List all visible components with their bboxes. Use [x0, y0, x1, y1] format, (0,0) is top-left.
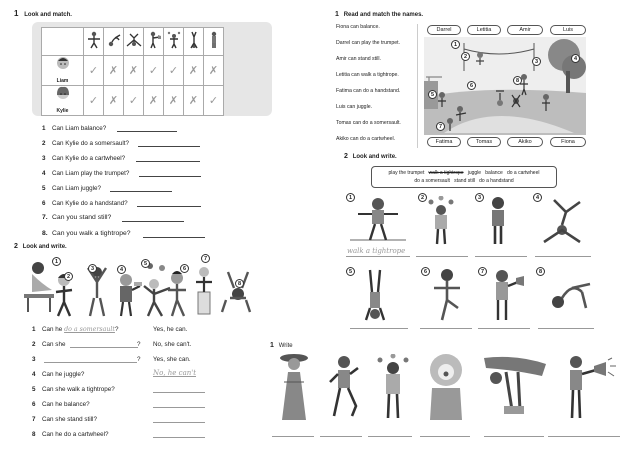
question-7: 7. Can you stand still?: [42, 214, 112, 221]
picture-number-5: 5: [346, 267, 355, 276]
question-4: 4 Can Liam play the trumpet?: [42, 170, 130, 177]
answer-line[interactable]: [475, 256, 527, 257]
question-5: 5 Can Liam juggle?: [42, 185, 102, 192]
name-pill-tomas[interactable]: Tomas: [467, 137, 501, 147]
activity-balance-icon: [84, 28, 104, 56]
section-number: 1: [335, 11, 339, 18]
sentence: Darrel can play the trumpet.: [336, 40, 401, 46]
picture-number-5: 5: [141, 259, 150, 268]
section-number: 1: [14, 9, 19, 18]
section-number: 2: [14, 243, 18, 250]
word-crossed: walk a tightrope: [428, 170, 464, 176]
picture-number-2: 2: [64, 272, 73, 281]
boy-handstand-figure: [362, 268, 388, 322]
word: juggle: [467, 170, 482, 176]
child-liam: [42, 56, 84, 86]
boy-standing-still-figure: [487, 196, 509, 246]
question-mark: ?: [137, 341, 141, 348]
word-box: [371, 166, 557, 188]
answer-line[interactable]: [70, 347, 138, 348]
mark-cell: ✗: [104, 86, 124, 116]
scene-number-4: 4: [571, 54, 580, 63]
mark-cell: ✓: [84, 86, 104, 116]
activity-cartwheel-icon: [124, 28, 144, 56]
sentence: Fiona can balance.: [336, 24, 380, 30]
word: do a somersault: [414, 178, 450, 184]
example-answer: walk a tightrope: [347, 247, 406, 255]
ex2-right-header: [344, 153, 397, 160]
picture-number-8: 8: [536, 267, 545, 276]
word: do a cartwheel: [506, 170, 540, 176]
picture-number-4: 4: [117, 265, 126, 274]
question-8: 8. Can you walk a tightrope?: [42, 230, 131, 237]
activity-stand-still-icon: [204, 28, 224, 56]
mark-cell: ✓: [124, 86, 144, 116]
answer-text: Yes, she can.: [153, 356, 191, 363]
answer-line[interactable]: [110, 191, 172, 192]
question-1: 1 Can Liam balance?: [42, 125, 107, 132]
picture-number-3: 3: [88, 264, 97, 273]
answer-line[interactable]: [137, 206, 201, 207]
section-title: Read and match the names.: [343, 12, 424, 18]
name-pill-letitia[interactable]: Letitia: [467, 25, 501, 35]
answer-line[interactable]: [478, 328, 530, 329]
table-row: [42, 56, 224, 86]
word: stand still: [454, 178, 475, 184]
mark-cell: ✗: [184, 56, 204, 86]
activity-juggle-icon: [164, 28, 184, 56]
answer-line[interactable]: [535, 256, 591, 257]
answer-line[interactable]: [153, 392, 205, 393]
word: do a handstand: [479, 178, 514, 184]
sentence: Amir can stand still.: [336, 56, 381, 62]
answer-line[interactable]: [548, 436, 620, 437]
scene-number-8: 8: [513, 76, 522, 85]
child-name: Liam: [56, 78, 69, 84]
mark-cell: ✓: [84, 56, 104, 86]
word: play the trumpet: [388, 170, 425, 176]
answer-line[interactable]: [272, 436, 314, 437]
answer-text: No, she can't.: [153, 341, 192, 348]
word: balance: [485, 170, 503, 176]
sentence: Akiko can do a cartwheel.: [336, 136, 396, 142]
picture-number-6: 6: [421, 267, 430, 276]
answer-line[interactable]: [143, 237, 205, 238]
answer-line[interactable]: [420, 436, 470, 437]
mark-cell: ✗: [124, 56, 144, 86]
girl-cartwheel-figure: [540, 196, 590, 246]
mark-cell: ✗: [164, 86, 184, 116]
answer-line[interactable]: [416, 256, 468, 257]
section-title: Write: [278, 343, 293, 349]
question-6: 6 Can Kylie do a handstand?: [42, 200, 128, 207]
answer-line[interactable]: [153, 422, 205, 423]
answer-line[interactable]: [320, 436, 362, 437]
name-pill-luis[interactable]: Luis: [550, 25, 586, 35]
name-pill-akiko[interactable]: Akiko: [507, 137, 543, 147]
write-row-3: 3: [32, 356, 36, 363]
write-row-1: 1 Can he do a somersault?: [32, 326, 119, 333]
picture-number-8: 8: [235, 279, 244, 288]
handwritten-answer: No, he can't: [153, 369, 197, 377]
picture-number-6: 6: [180, 264, 189, 273]
scene-number-5: 5: [428, 90, 437, 99]
answer-line[interactable]: [139, 176, 201, 177]
answer-line[interactable]: [484, 436, 544, 437]
write-row-4: 4 Can he juggle?: [32, 371, 85, 378]
answer-line[interactable]: [153, 437, 205, 438]
write-row-5: 5 Can she walk a tightrope?: [32, 386, 115, 393]
section-number: 1: [270, 342, 274, 349]
picture-number-3: 3: [475, 193, 484, 202]
table-corner: [42, 28, 84, 56]
ex1-left-header: [14, 9, 72, 18]
ex1-right-header: [335, 11, 423, 18]
picture-number-1: 1: [52, 257, 61, 266]
sentence: Tomas can do a somersault.: [336, 120, 401, 126]
answer-line[interactable]: [350, 328, 408, 329]
mark-cell: ✗: [204, 56, 224, 86]
sentence-list: [336, 24, 418, 148]
answer-line[interactable]: [346, 256, 410, 257]
answer-line[interactable]: [138, 146, 200, 147]
park-scene-illustration: [424, 37, 586, 135]
answer-line[interactable]: [136, 161, 200, 162]
name-pill-amir[interactable]: Amir: [507, 25, 543, 35]
scene-number-6: 6: [467, 81, 476, 90]
scene-number-7: 7: [436, 122, 445, 131]
girl-juggling-figure: [376, 354, 410, 420]
picture-number-2: 2: [418, 193, 427, 202]
write-row-6: 6 Can he balance?: [32, 401, 90, 408]
question-mark: ?: [137, 356, 141, 363]
answer-line[interactable]: [122, 221, 184, 222]
section-title: Look and write.: [352, 154, 397, 160]
boy-trumpet-figure: [490, 268, 526, 322]
table-header-row: [42, 28, 224, 56]
write-row-8: 8 Can he do a cartwheel?: [32, 431, 109, 438]
mark-cell: ✗: [144, 86, 164, 116]
question-2: 2 Can Kylie do a somersault?: [42, 140, 130, 147]
scene-number-3: 3: [532, 57, 541, 66]
mark-cell: ✓: [144, 56, 164, 86]
ex2-left-header: [14, 243, 67, 250]
girl-balance-figure: [432, 268, 462, 322]
section-number: 2: [344, 153, 348, 160]
girl-somersault-figure: [546, 278, 592, 312]
sentence: Luis can juggle.: [336, 104, 373, 110]
man-balance-figure: [476, 352, 550, 420]
clown-figure: [424, 352, 468, 422]
name-pill-fiona[interactable]: Fiona: [550, 137, 586, 147]
answer-line[interactable]: [368, 436, 412, 437]
child-name: Kylie: [56, 108, 69, 114]
answer-line[interactable]: [538, 328, 594, 329]
answer-line[interactable]: [117, 131, 177, 132]
answer-text: Yes, he can.: [153, 326, 188, 333]
answer-line[interactable]: [44, 362, 137, 363]
picture-number-7: 7: [201, 254, 210, 263]
mark-cell: ✓: [164, 56, 184, 86]
activity-somersault-icon: [104, 28, 124, 56]
scene-number-1: 1: [451, 40, 460, 49]
boy-somersault-figure: [326, 354, 362, 420]
name-pill-fatima[interactable]: Fatima: [427, 137, 461, 147]
activity-trumpet-icon: [144, 28, 164, 56]
answer-line[interactable]: [153, 407, 205, 408]
name-pill-darrel[interactable]: Darrel: [427, 25, 461, 35]
boy-juggling-figure: [425, 196, 457, 246]
child-kylie: [42, 86, 84, 116]
picture-number-4: 4: [533, 193, 542, 202]
picture-number-7: 7: [478, 267, 487, 276]
activity-handstand-icon: [184, 28, 204, 56]
picture-number-1: 1: [346, 193, 355, 202]
write-row-7: 7 Can she stand still?: [32, 416, 97, 423]
boy-playing-trumpet-figure: [562, 354, 620, 420]
match-table: [41, 27, 224, 116]
mark-cell: ✗: [184, 86, 204, 116]
question-3: 3 Can Kylie do a cartwheel?: [42, 155, 126, 162]
girl-tightrope-figure: [350, 196, 406, 246]
section-title: Look and match.: [24, 12, 72, 18]
section-title: Look and write.: [22, 244, 67, 250]
table-row: [42, 86, 224, 116]
answer-line[interactable]: [420, 328, 472, 329]
scene-number-2: 2: [461, 52, 470, 61]
woman-hat-figure: [274, 352, 314, 422]
sentence: Letitia can walk a tightrope.: [336, 72, 399, 78]
mark-cell: ✓: [204, 86, 224, 116]
sentence: Fatima can do a handstand.: [336, 88, 401, 94]
write-header: [270, 342, 293, 349]
write-row-2: 2 Can she: [32, 341, 66, 348]
mark-cell: ✗: [104, 56, 124, 86]
